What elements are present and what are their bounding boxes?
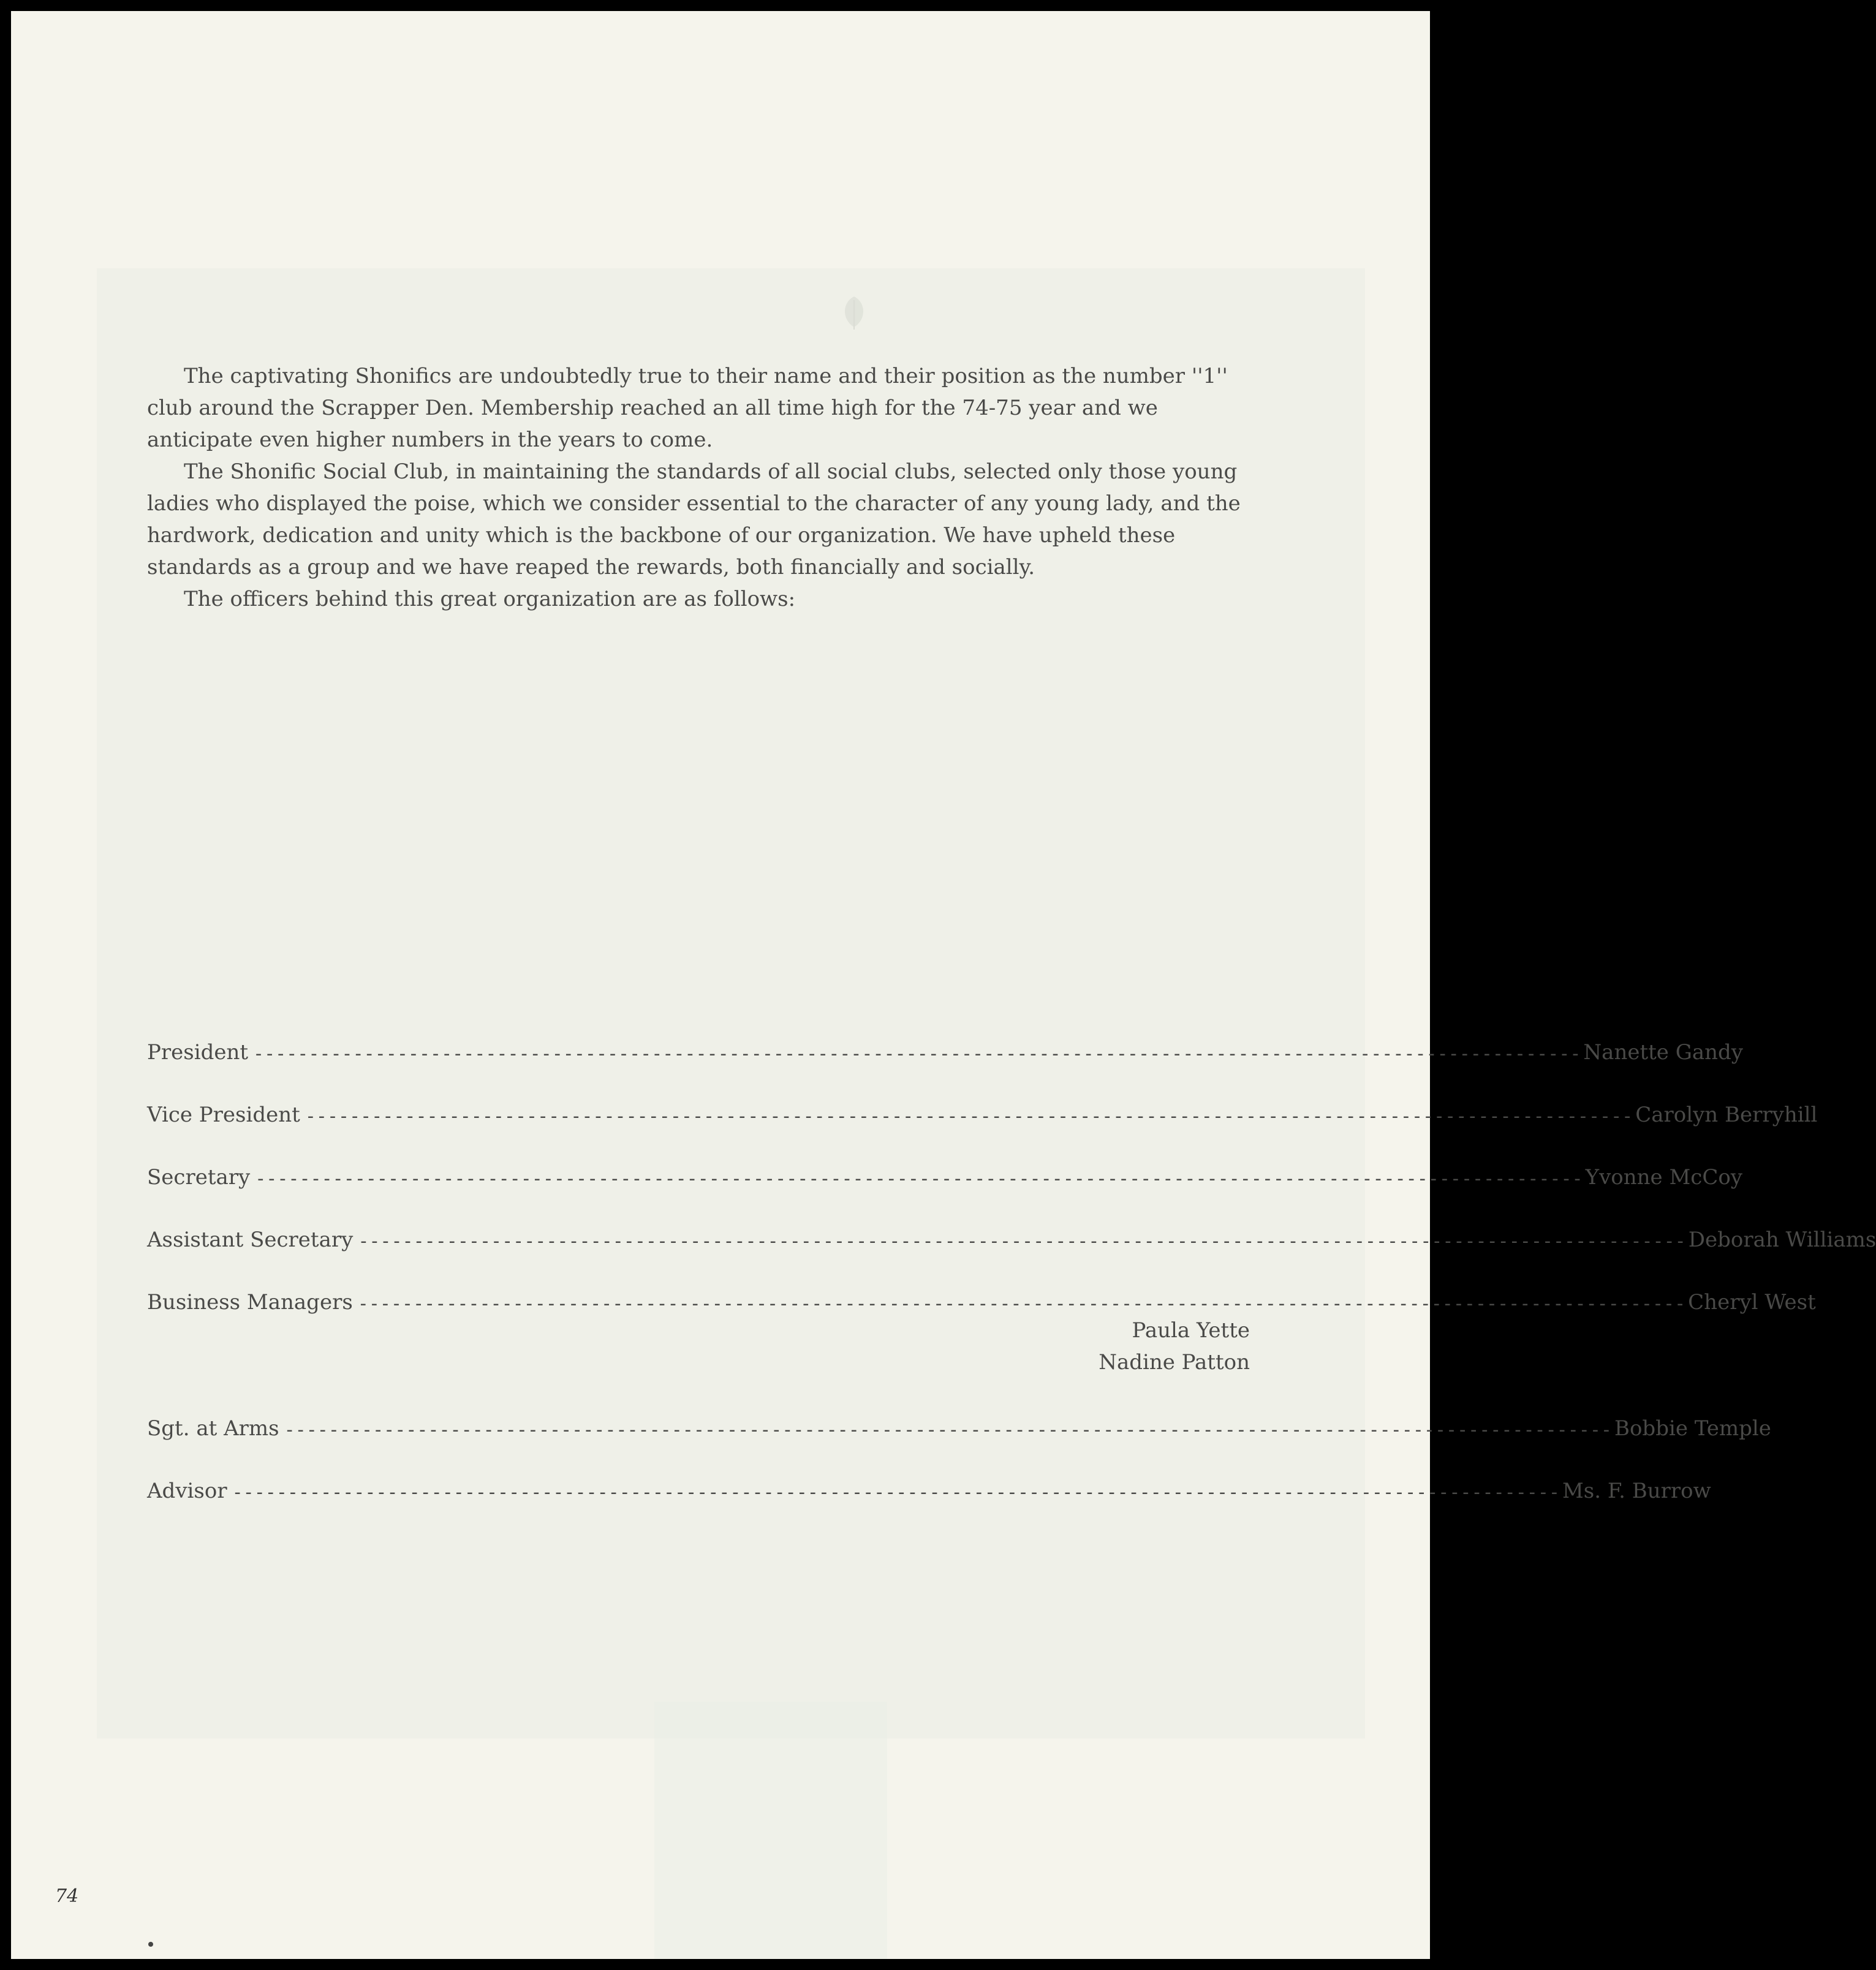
officer-name-additional: Paula Yette xyxy=(1132,1318,1250,1343)
intro-paragraph-1: The captivating Shonifics are undoubtedly true to their name and their position as the number ''1'' club around the Scrapper Den. Membership reached an all time high for the 74-75 year and we anticipate even higher numbers in the years to come. xyxy=(147,364,1228,452)
officer-name: Nanette Gandy xyxy=(1583,1040,1744,1065)
officer-row xyxy=(147,1220,1876,1252)
officer-row xyxy=(147,1471,1711,1503)
intro-paragraph-2: The Shonific Social Club, in maintaining the standards of all social clubs, selected only those young ladies who displayed the poise, which we consider essential to the character of any young lady, and the hardwork, dedication and unity which is the backbone of our organization. We have upheld these standards as a group and we have reaped the rewards, both financially and socially. xyxy=(147,459,1241,579)
officer-title: Secretary xyxy=(147,1165,251,1190)
officer-row xyxy=(147,1033,1744,1065)
officer-row xyxy=(147,1283,1816,1378)
officer-title: Advisor xyxy=(147,1479,227,1503)
intro-text xyxy=(147,360,1268,615)
dotted-leader: ------------------------------------------------------------------------------------------------------------------------ xyxy=(253,1043,1581,1065)
officer-name: Deborah Williams xyxy=(1688,1228,1876,1252)
dotted-leader: ------------------------------------------------------------------------------------------------------------------------ xyxy=(255,1168,1583,1190)
officer-title: Assistant Secretary xyxy=(147,1228,354,1252)
faded-photo-background-lower xyxy=(654,1702,887,1959)
leaf-icon xyxy=(839,294,869,331)
dotted-leader: ------------------------------------------------------------------------------------------------------------------------ xyxy=(232,1482,1560,1503)
dotted-leader: ------------------------------------------------------------------------------------------------------------------------ xyxy=(357,1293,1686,1315)
officer-title: Business Managers xyxy=(147,1290,353,1315)
officer-name: Bobbie Temple xyxy=(1614,1416,1771,1441)
officer-name-additional: Nadine Patton xyxy=(1099,1350,1250,1375)
ink-dot xyxy=(148,1942,153,1947)
intro-paragraph-3: The officers behind this great organization are as follows: xyxy=(184,587,796,611)
officer-title: Vice President xyxy=(147,1103,300,1127)
dotted-leader: ------------------------------------------------------------------------------------------------------------------------ xyxy=(304,1106,1633,1127)
officer-row xyxy=(147,1095,1818,1127)
officer-name: Ms. F. Burrow xyxy=(1562,1479,1711,1503)
officer-row xyxy=(147,1158,1743,1190)
officer-name: Carolyn Berryhill xyxy=(1635,1103,1818,1127)
officer-name: Cheryl West xyxy=(1688,1290,1816,1315)
dotted-leader: ------------------------------------------------------------------------------------------------------------------------ xyxy=(358,1231,1686,1252)
officer-title: Sgt. at Arms xyxy=(147,1416,279,1441)
dotted-leader: ------------------------------------------------------------------------------------------------------------------------ xyxy=(284,1419,1612,1441)
yearbook-page xyxy=(11,11,1876,1959)
officer-title: President xyxy=(147,1040,249,1065)
page-number: 74 xyxy=(55,1885,79,1907)
officer-list xyxy=(147,1033,1876,1534)
officer-row xyxy=(147,1409,1771,1441)
officer-name: Yvonne McCoy xyxy=(1585,1165,1743,1190)
